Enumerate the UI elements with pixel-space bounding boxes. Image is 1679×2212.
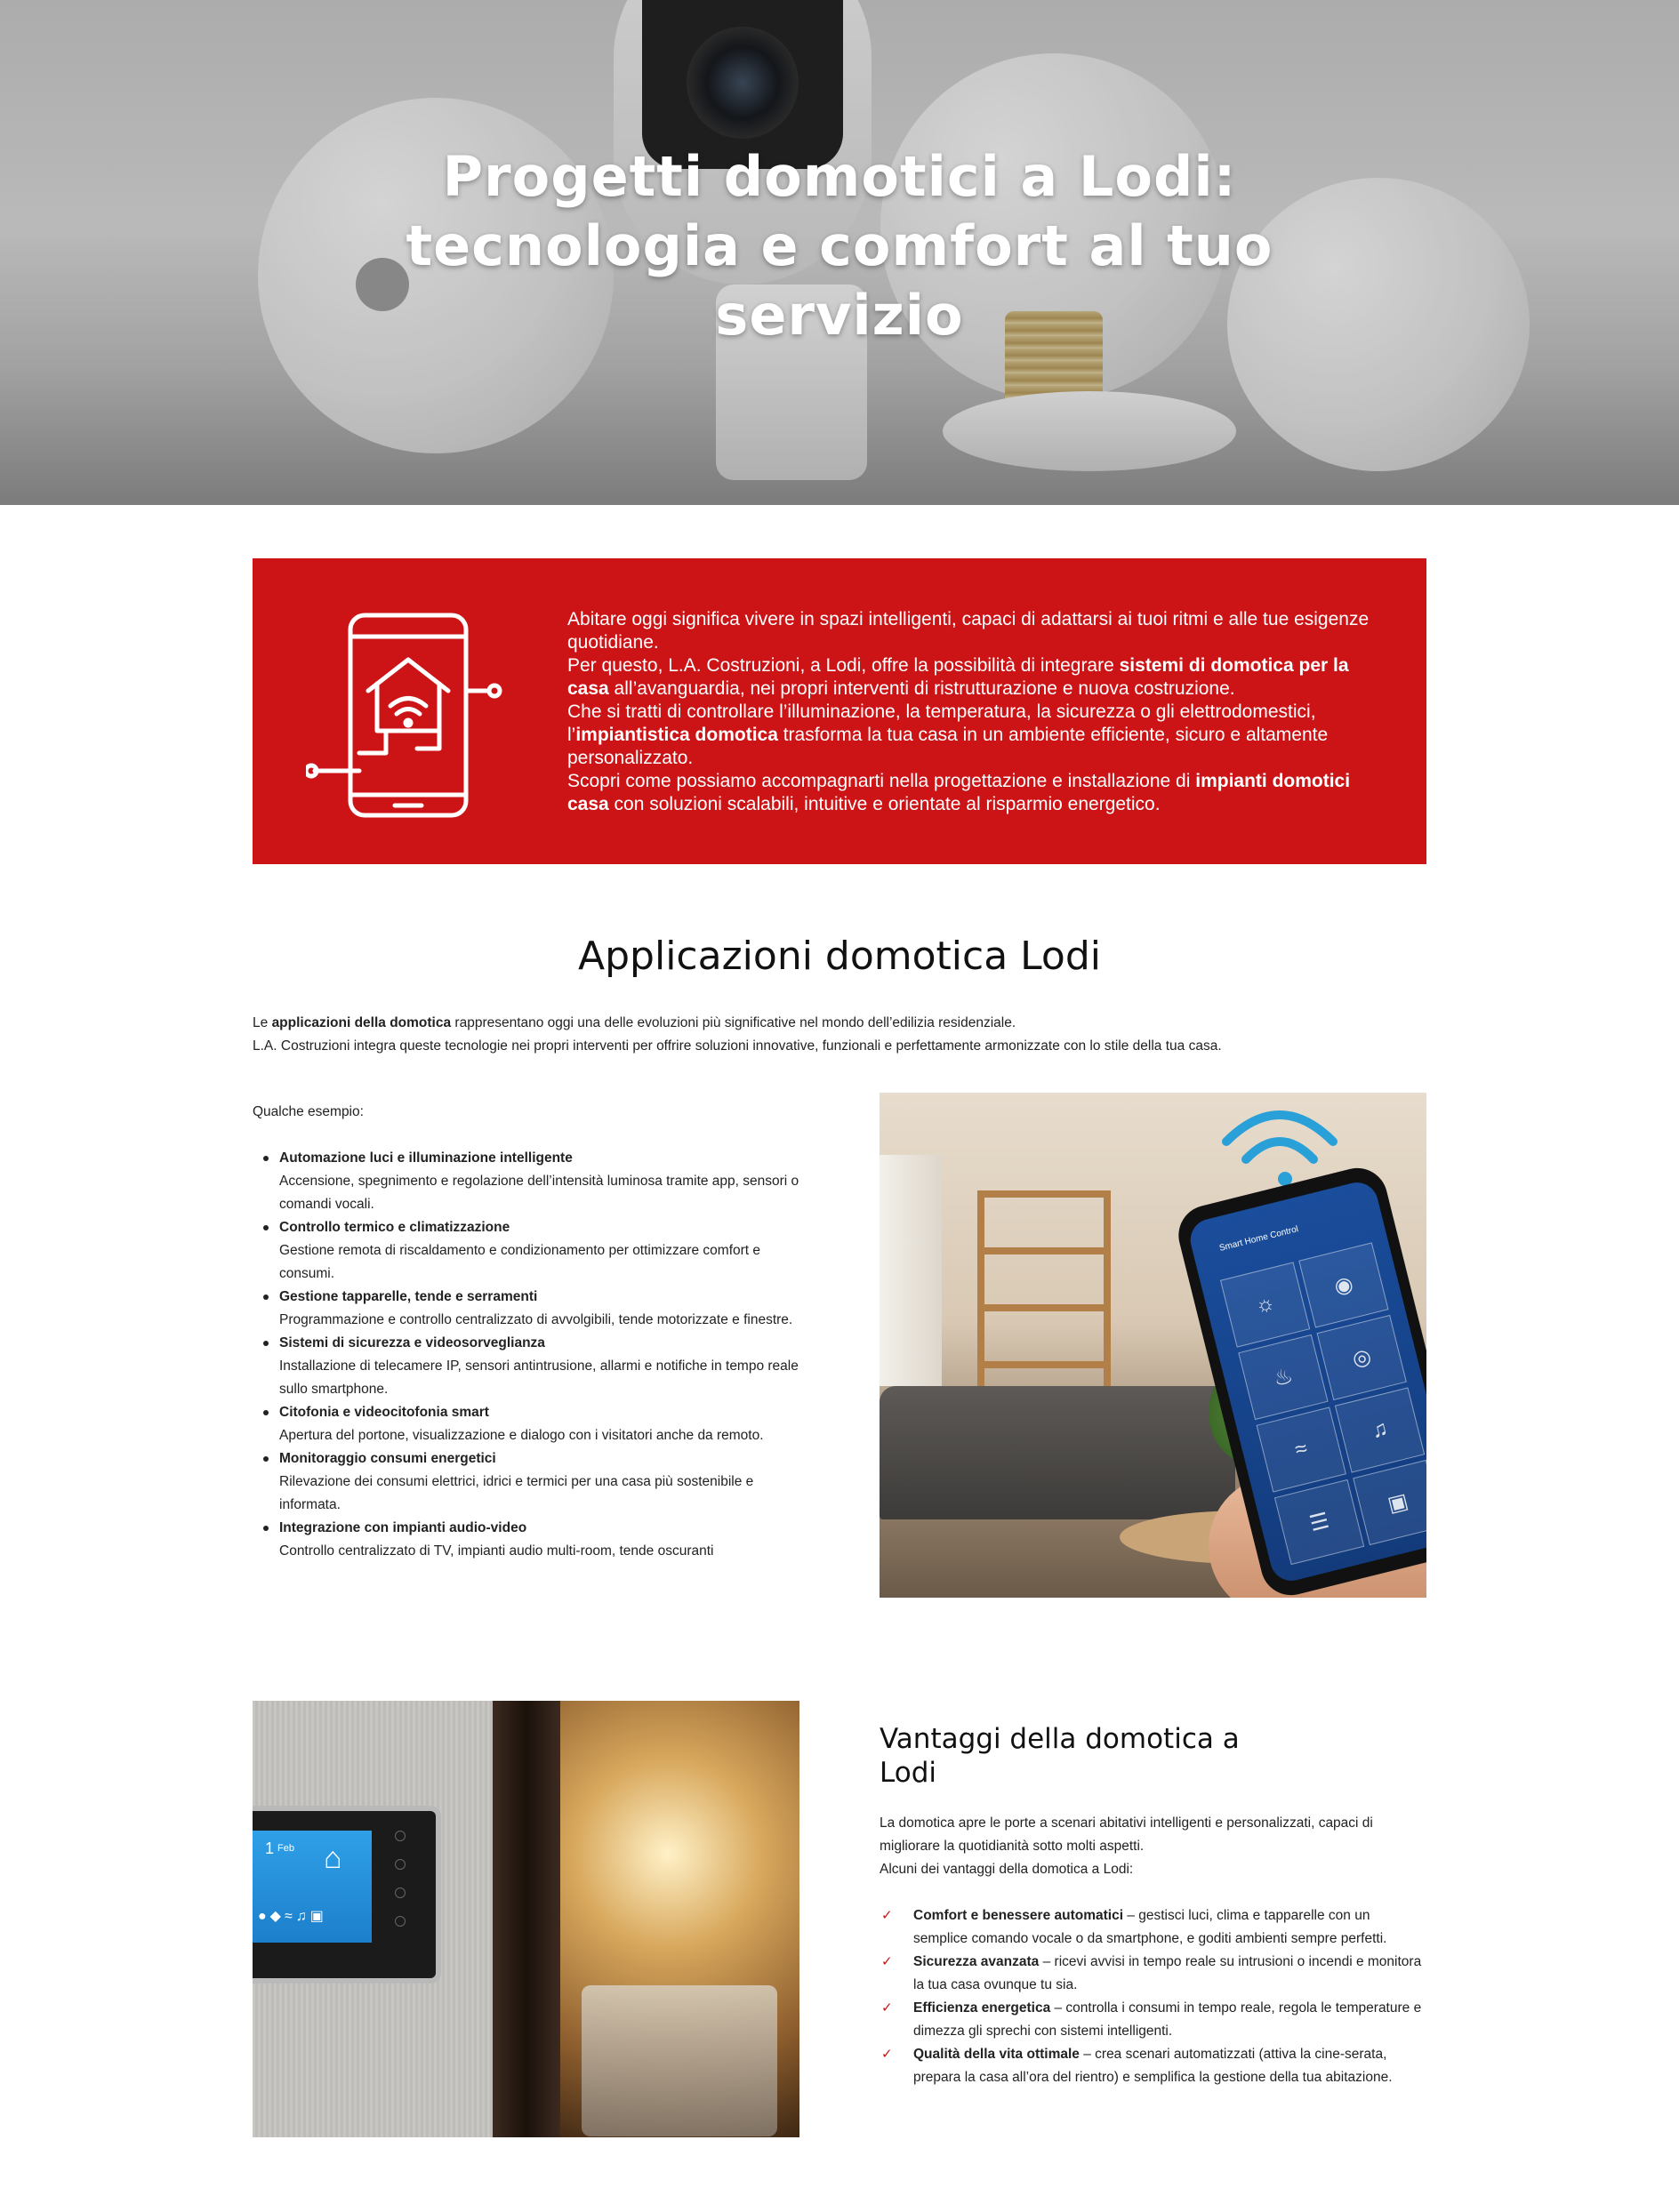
lock-icon: ◉	[1298, 1242, 1388, 1327]
smart-home-wall-panel: 1 Feb ⌂ ●◆≈♫▣	[253, 1806, 441, 1984]
applicazioni-list	[253, 1147, 804, 1563]
applicazioni-intro: Le applicazioni della domotica rappresentano oggi una delle evoluzioni più significative nel mondo dell’edilizia residenziale. L.A. Costruzioni integra queste tecnologie nei propri interventi per offrire soluzioni innovative, funzionali e perfettamente armonizzate con lo stile della tua casa.	[253, 1015, 1222, 1054]
list-item: Monitoraggio consumi energetici Rilevazione dei consumi elettrici, idrici e termici per una casa più sostenibile e informata.	[253, 1447, 804, 1517]
vantaggi-list	[880, 1904, 1426, 2089]
temperature-icon: ♨	[1238, 1334, 1328, 1420]
blinds-icon: ☰	[1274, 1479, 1364, 1565]
list-item: Sistemi di sicurezza e videosorveglianza Installazione di telecamere IP, sensori antintrusione, allarmi e notifiche in tempo reale sullo smartphone.	[253, 1332, 804, 1401]
hero-banner	[0, 0, 1679, 505]
vantaggi-intro: La domotica apre le porte a scenari abitativi intelligenti e personalizzati, capaci di migliorare la quotidianità sotto molti aspetti. Alcuni dei vantaggi della domotica a Lodi:	[880, 1815, 1373, 1877]
living-room-smart-home-photo	[880, 1093, 1426, 1598]
check-icon: ✓	[881, 2000, 893, 2016]
intro-paragraph: Per questo, L.A. Costruzioni, a Lodi, offre la possibilità di integrare sistemi di domotica per la casa all’avanguardia, nei propri interventi di ristrutturazione e nuova costruzione.	[567, 655, 1349, 699]
intro-text	[567, 608, 1394, 816]
smartphone-home-wifi-icon	[306, 606, 519, 820]
applicazioni-title: Applicazioni domotica Lodi	[578, 934, 1101, 979]
car-icon: ▣	[1353, 1460, 1426, 1545]
list-item: ✓ Efficienza energetica – controlla i consumi in tempo reale, regola le temperature e dimezza gli sprechi con sistemi intelligenti.	[880, 1997, 1426, 2043]
check-icon: ✓	[881, 2047, 893, 2062]
music-icon: ♫	[1335, 1387, 1425, 1472]
intro-paragraph: Che si tratti di controllare l’illuminazione, la temperatura, la sicurezza o gli elettrodomestici, l’impiantistica domotica trasforma la tua casa in un ambiente efficiente, sicuro e altamente personalizzato.	[567, 701, 1329, 768]
status-icons: ●◆≈♫▣	[258, 1909, 327, 1924]
list-item: Gestione tapparelle, tende e serramenti Programmazione e controllo centralizzato di avvolgibili, tende motorizzate e finestre.	[253, 1286, 804, 1332]
list-item: Automazione luci e illuminazione intelligente Accensione, spegnimento e regolazione dell’intensità luminosa tramite app, sensori o comandi vocali.	[253, 1147, 804, 1216]
list-item: ✓ Qualità della vita ottimale – crea scenari automatizzati (attiva la cine-serata, prepara la casa all’ora del rientro) e semplifica la gestione della tua abitazione.	[880, 2043, 1426, 2089]
list-item: Integrazione con impianti audio-video Controllo centralizzato di TV, impianti audio multi-room, tende oscuranti	[253, 1517, 804, 1563]
lights-icon: ☼	[1220, 1262, 1310, 1347]
list-item: Citofonia e videocitofonia smart Apertura del portone, visualizzazione e dialogo con i visitatori anche da remoto.	[253, 1401, 804, 1447]
list-item: ✓ Sicurezza avanzata – ricevi avvisi in tempo reale su intrusioni o incendi e monitora la tua casa ovunque tu sia.	[880, 1951, 1426, 1997]
page-title: Progetti domotici a Lodi: tecnologia e comfort al tuo servizio	[406, 144, 1273, 348]
examples-label: Qualche esempio:	[253, 1104, 364, 1119]
check-icon: ✓	[881, 1908, 893, 1923]
list-item: ✓ Comfort e benessere automatici – gestisci luci, clima e tapparelle con un semplice comando vocale o da smartphone, e goditi ambienti sempre perfetti.	[880, 1904, 1426, 1951]
home-icon: ⌂	[324, 1841, 342, 1875]
smartphone: Smart Home Control ☼ ◉ ♨ ◎ ≈ ♫ ☰ ▣	[1172, 1162, 1426, 1598]
intro-box	[253, 558, 1426, 864]
sofa	[880, 1386, 1235, 1519]
intro-paragraph: Abitare oggi significa vivere in spazi intelligenti, capaci di adattarsi ai tuoi ritmi e alle tue esigenze quotidiane.	[567, 609, 1370, 653]
wifi-icon: ≈	[1257, 1407, 1346, 1492]
vantaggi-title: Vantaggi della domotica a Lodi	[880, 1723, 1240, 1789]
list-item: Controllo termico e climatizzazione Gestione remota di riscaldamento e condizionamento per ottimizzare comfort e consumi.	[253, 1216, 804, 1286]
check-icon: ✓	[881, 1954, 893, 1969]
intro-paragraph: Scopri come possiamo accompagnarti nella progettazione e installazione di impianti domotici casa con soluzioni scalabili, intuitive e orientate al risparmio energetico.	[567, 771, 1351, 814]
wall-control-panel-photo	[253, 1701, 799, 2137]
security-camera-icon: ◎	[1317, 1315, 1407, 1400]
